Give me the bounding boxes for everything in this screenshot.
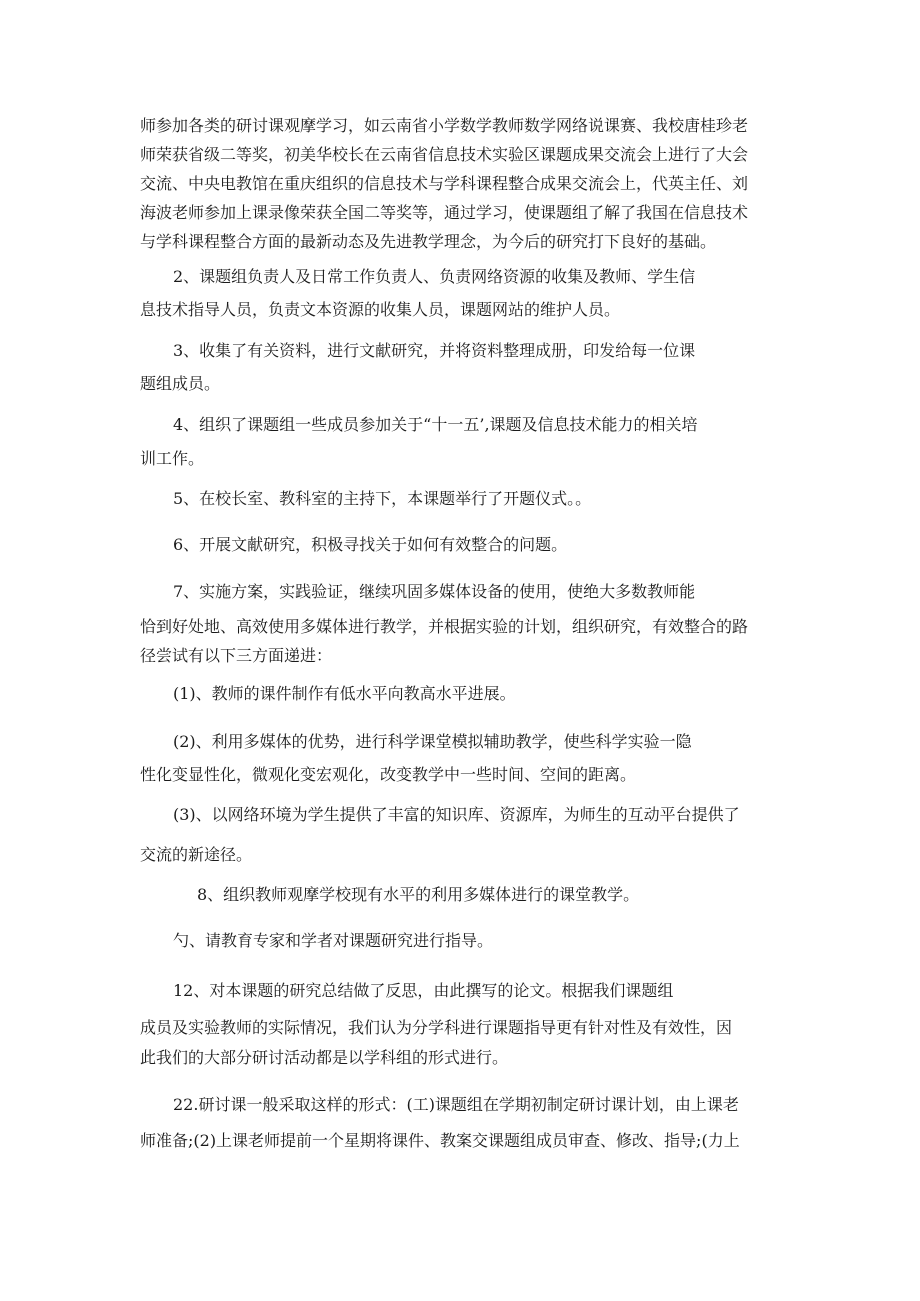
text-line: 8、组织教师观摩学校现有水平的利用多媒体进行的课堂教学。 <box>197 885 640 904</box>
text-line: 与学科课程整合方面的最新动态及先进教学理念，为今后的研究打下良好的基础。 <box>140 232 717 251</box>
text-line: 3、收集了有关资料，进行文献研究，并将资料整理成册，印发给每一位课 <box>173 341 696 360</box>
text-line: 6、开展文献研究，积极寻找关于如何有效整合的问题。 <box>173 535 568 554</box>
text-line: 海波老师参加上课录像荣获全国二等奖等，通过学习，使课题组了解了我国在信息技术 <box>140 203 749 222</box>
text-line: 径尝试有以下三方面递进： <box>140 646 333 665</box>
text-line: (2)、利用多媒体的优势，进行科学课堂模拟辅助教学，使些科学实验一隐 <box>173 732 692 751</box>
text-line: (1)、教师的课件制作有低水平向教高水平进展。 <box>173 684 516 703</box>
text-line: 7、实施方案，实践验证，继续巩固多媒体设备的使用，使绝大多数教师能 <box>173 582 696 601</box>
text-line: (3)、以网络环境为学生提供了丰富的知识库、资源库，为师生的互动平台提供了 <box>173 805 740 824</box>
text-line: 性化变显性化，微观化变宏观化，改变教学中一些时间、空间的距离。 <box>140 765 637 784</box>
text-line: 师准备;(2)上课老师提前一个星期将课件、教案交课题组成员审查、修改、指导;(力上 <box>140 1131 740 1150</box>
text-line: 训工作。 <box>140 449 205 468</box>
text-line: 题组成员。 <box>140 374 221 393</box>
text-line: 恰到好处地、高效使用多媒体进行教学，并根据实验的计划，组织研究，有效整合的路 <box>140 617 749 636</box>
text-line: 息技术指导人员，负责文本资源的收集人员，课题网站的维护人员。 <box>140 300 621 319</box>
text-line: 22.研讨课一般采取这样的形式：(工)课题组在学期初制定研讨课计划，由上课老 <box>173 1095 739 1114</box>
text-line: 5、在校长室、教科室的主持下，本课题举行了开题仪式。。 <box>173 489 592 508</box>
text-line: 交流、中央电教馆在重庆组织的信息技术与学科课程整合成果交流会上，代英主任、刘 <box>140 174 749 193</box>
text-line: 成员及实验教师的实际情况，我们认为分学科进行课题指导更有针对性及有效性，因 <box>140 1018 733 1037</box>
text-line: 师荣获省级二等奖，初美华校长在云南省信息技术实验区课题成果交流会上进行了大会 <box>140 145 749 164</box>
text-line: 师参加各类的研讨课观摩学习，如云南省小学数学教师数学网络说课赛、我校唐桂珍老 <box>140 116 749 135</box>
text-line: 12、对本课题的研究总结做了反思，由此撰写的论文。根据我们课题组 <box>173 981 674 1000</box>
text-line: 交流的新途径。 <box>140 845 253 864</box>
text-line: 此我们的大部分研讨活动都是以学科组的形式进行。 <box>140 1048 509 1067</box>
text-line: 勺、请教育专家和学者对课题研究进行指导。 <box>173 931 494 950</box>
text-line: 4、组织了课题组一些成员参加关于“十一五’,课题及信息技术能力的相关培 <box>173 415 698 434</box>
text-line: 2、课题组负责人及日常工作负责人、负责网络资源的收集及教师、学生信 <box>173 267 696 286</box>
